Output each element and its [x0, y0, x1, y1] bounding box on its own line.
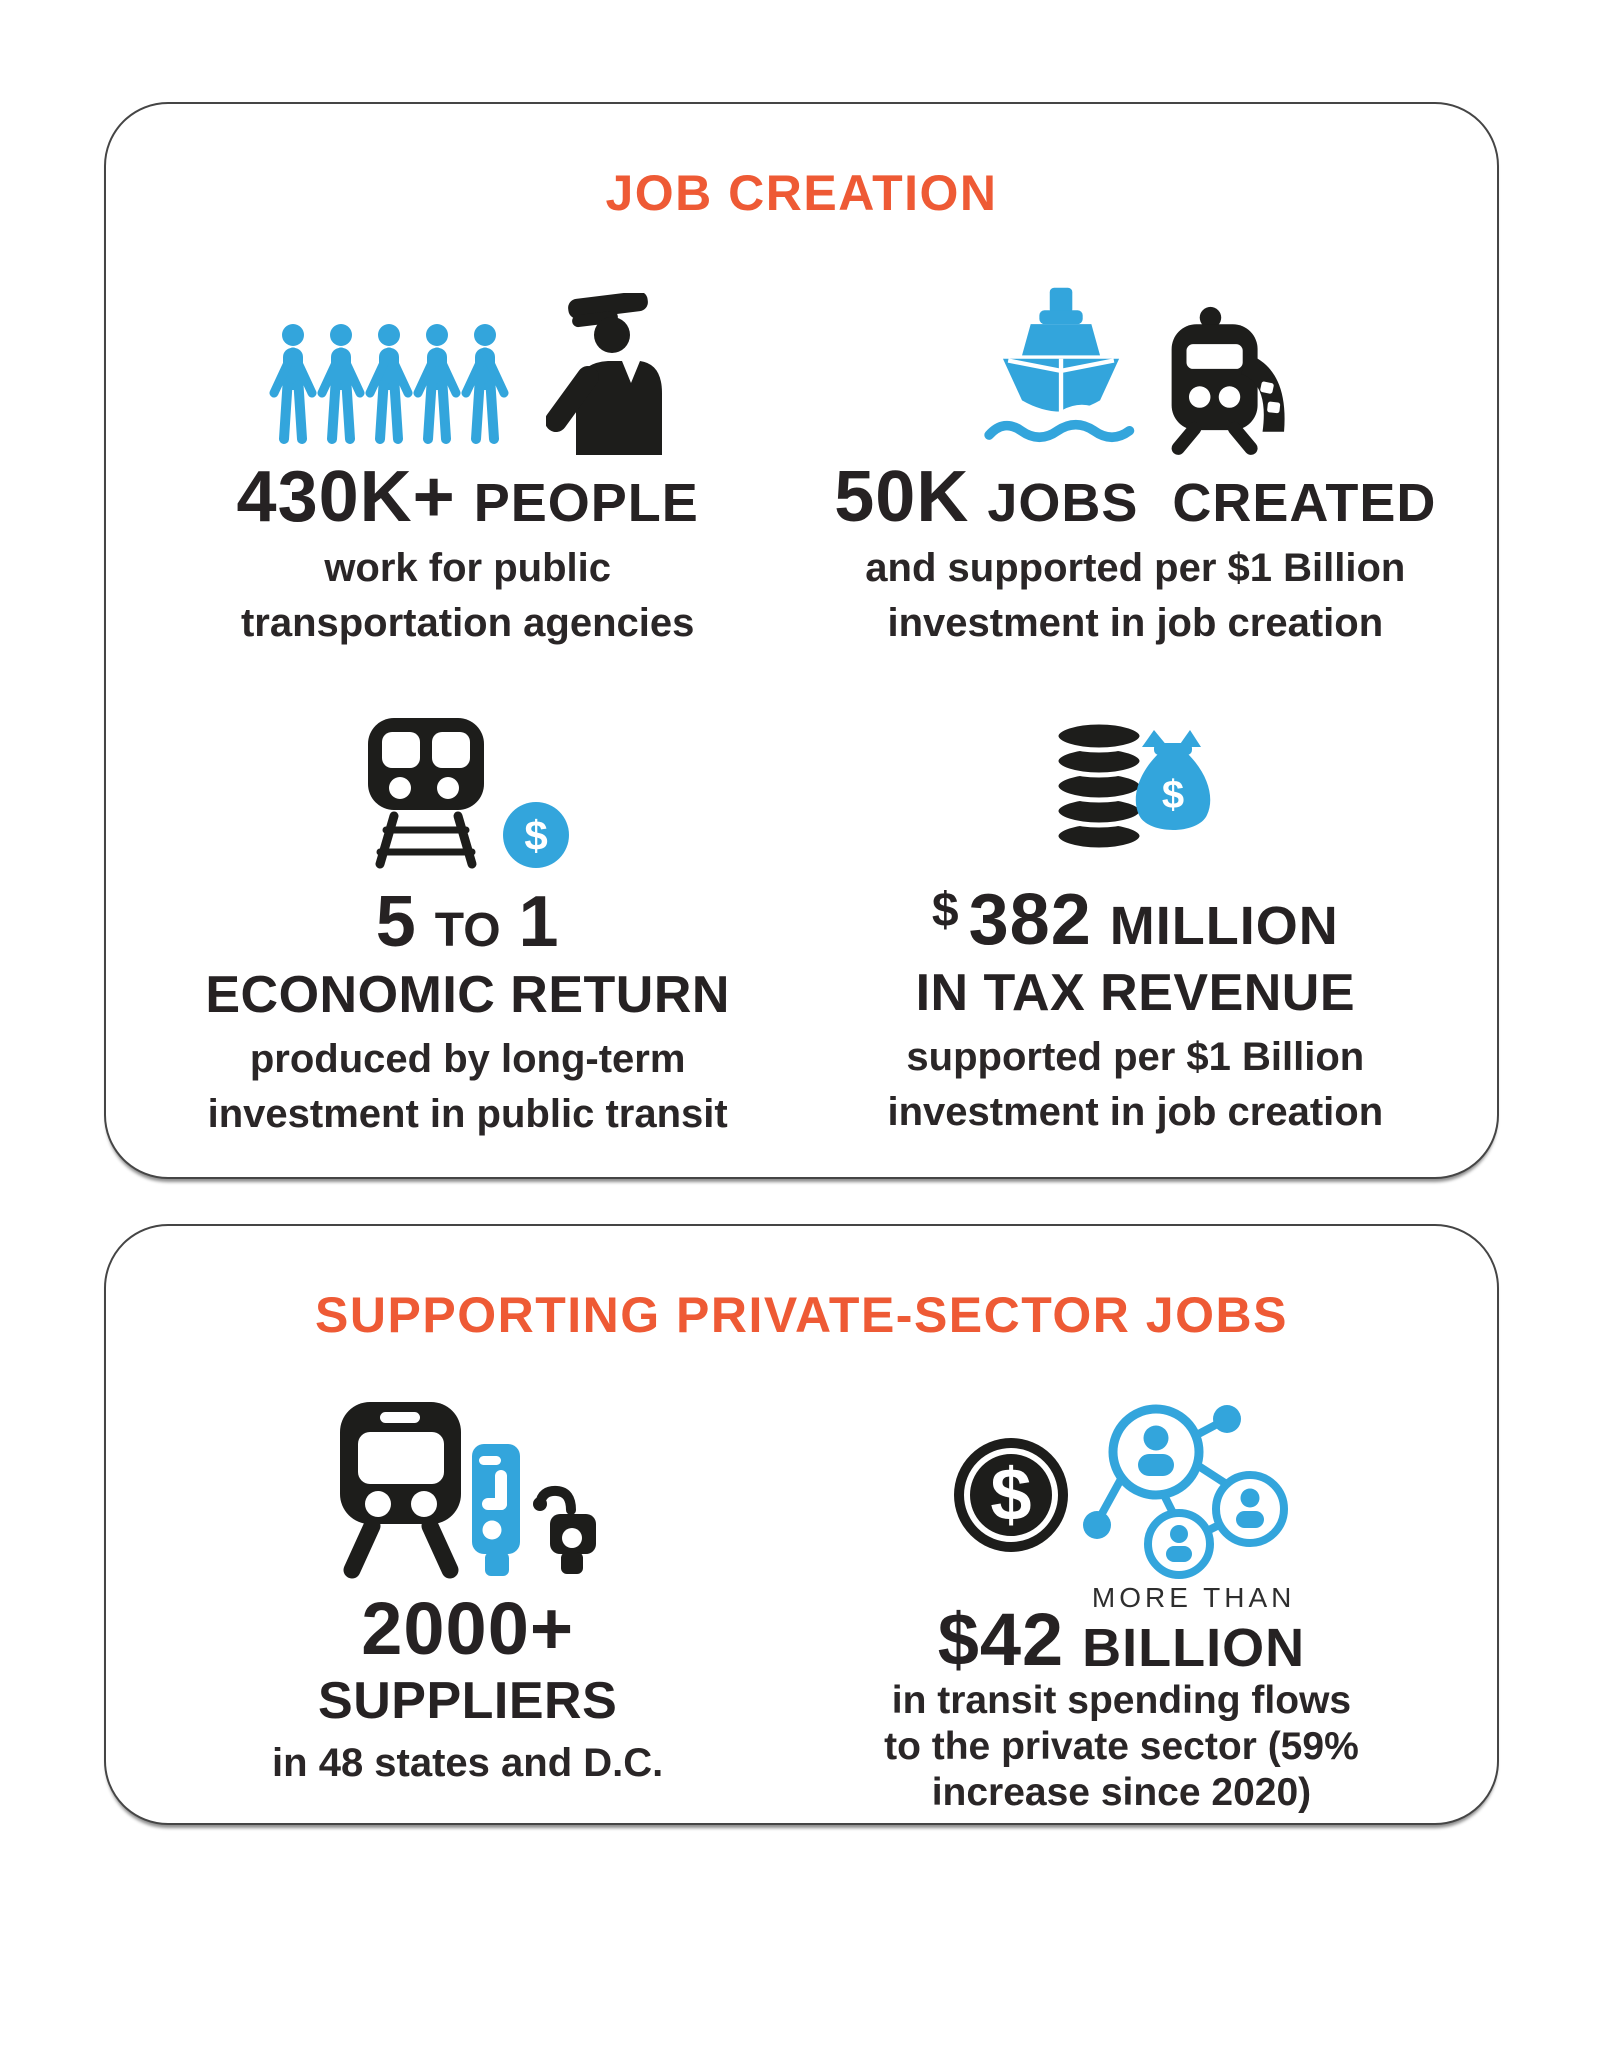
- stat-suppliers-icons: [338, 1396, 597, 1580]
- stat-suppliers-body: [272, 1736, 663, 1791]
- tax-label: MILLION: [1109, 896, 1339, 956]
- stat-jobs-icons: [982, 287, 1289, 455]
- stat-jobs-label: JOBS CREATED: [987, 473, 1437, 533]
- svg-text:$: $: [990, 1452, 1032, 1536]
- subway-train-front-icon: [364, 718, 572, 870]
- people-group-icon: [269, 319, 522, 451]
- body-line: in transit spending flows: [891, 1679, 1352, 1723]
- body-line: produced by long-term: [249, 1037, 686, 1082]
- dollar-coin-blue-icon: [503, 802, 569, 868]
- spending-value: $42: [937, 1597, 1065, 1681]
- stat-spending-headline: [937, 1582, 1306, 1681]
- return-connector: TO: [434, 904, 501, 957]
- stat-jobs-value: 50K: [834, 457, 970, 537]
- stat-people-headline: [236, 457, 699, 537]
- stat-return-headline: [375, 882, 560, 962]
- stat-spending-body: [884, 1678, 1359, 1816]
- commuter-train-icon: [1165, 306, 1289, 455]
- stat-return-body: [208, 1032, 728, 1142]
- stat-suppliers-headline: [361, 1587, 575, 1670]
- bus-icon: [471, 1444, 523, 1578]
- body-line: work for public: [324, 546, 611, 590]
- people-network-icon: [1083, 1405, 1284, 1575]
- tax-currency: $: [931, 884, 959, 937]
- money-bag-icon: [1136, 730, 1210, 830]
- stat-tax-body: [888, 1030, 1384, 1140]
- spending-eyebrow: MORE THAN: [1091, 1582, 1296, 1613]
- train-conductor-icon: [546, 293, 666, 455]
- svg-text:$: $: [1162, 773, 1185, 817]
- body-line: supported per $1 Billion: [906, 1035, 1365, 1080]
- ferry-ship-icon: [982, 286, 1147, 455]
- job-creation-title: JOB CREATION: [605, 164, 998, 221]
- body-line: in 48 states and D.C.: [272, 1741, 664, 1786]
- train-front-icon: [338, 1400, 463, 1580]
- body-line: transportation agencies: [240, 601, 695, 645]
- body-line: investment in job creation: [887, 1090, 1384, 1135]
- stat-jobs-created: [774, 287, 1497, 651]
- dollar-coin-black-icon: [954, 1438, 1068, 1552]
- stat-private-spending: [746, 1396, 1497, 1816]
- suppliers-value: 2000+: [361, 1587, 575, 1670]
- spending-icons: [949, 1397, 1294, 1582]
- stat-return-icons: [364, 705, 572, 870]
- tax-value: 382: [968, 880, 1092, 960]
- spending-label: BILLION: [1082, 1618, 1306, 1678]
- stat-suppliers: [106, 1396, 829, 1791]
- stat-people-value: 430K+: [236, 457, 456, 537]
- stat-people: [106, 287, 829, 651]
- stat-suppliers-subhead: SUPPLIERS: [318, 1672, 618, 1730]
- svg-text:$: $: [523, 812, 548, 859]
- private-sector-title: SUPPORTING PRIVATE-SECTOR JOBS: [315, 1286, 1288, 1343]
- stat-return-subhead: ECONOMIC RETURN: [205, 966, 730, 1024]
- stat-tax-subhead: IN TAX REVENUE: [915, 964, 1356, 1022]
- body-line: investment in public transit: [207, 1092, 728, 1137]
- stat-people-label: PEOPLE: [473, 473, 699, 533]
- stat-economic-return: [106, 705, 829, 1142]
- stat-jobs-body: [865, 541, 1405, 651]
- coin-stack-icon: [1054, 706, 1216, 870]
- body-line: investment in job creation: [887, 601, 1384, 645]
- job-creation-card: [104, 102, 1499, 1179]
- return-value-left: 5: [375, 882, 417, 962]
- private-sector-card: [104, 1224, 1499, 1825]
- stat-people-icons: [269, 287, 666, 455]
- body-line: to the private sector (59%: [884, 1725, 1359, 1769]
- return-value-right: 1: [518, 882, 560, 962]
- stat-tax-icons: [1054, 703, 1216, 870]
- stat-tax-revenue: [774, 703, 1497, 1140]
- car-icon: [531, 1482, 597, 1578]
- stat-tax-headline: [931, 880, 1339, 960]
- body-line: and supported per $1 Billion: [865, 546, 1406, 590]
- stat-people-body: [241, 541, 694, 651]
- stat-jobs-headline: [834, 457, 1437, 537]
- stat-spending-icons: [949, 1396, 1294, 1582]
- body-line: increase since 2020): [931, 1771, 1312, 1815]
